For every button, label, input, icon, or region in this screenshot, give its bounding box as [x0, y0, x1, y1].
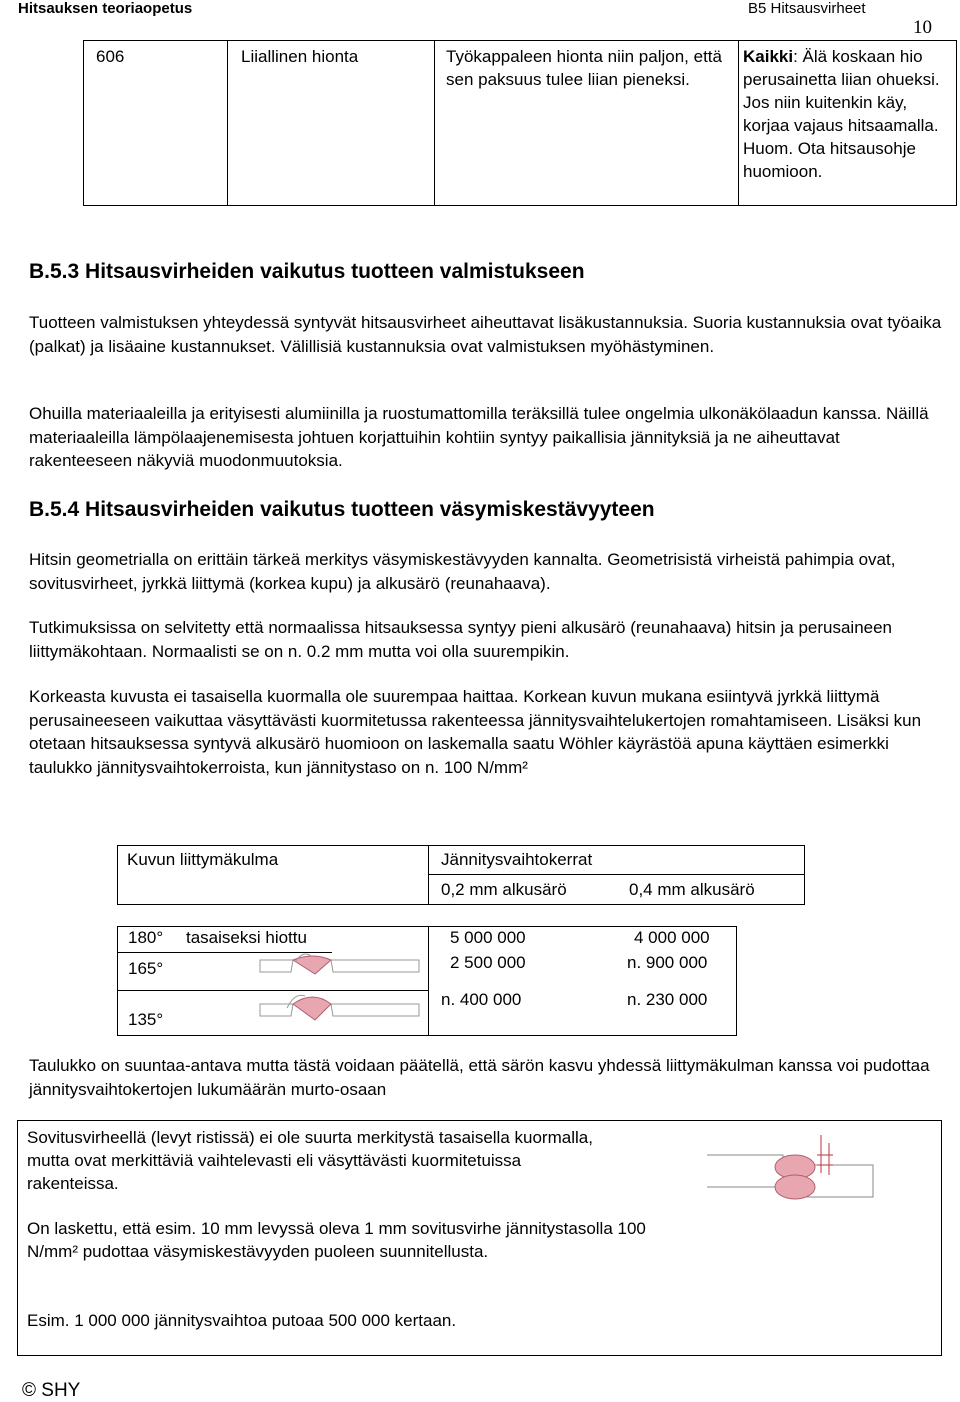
row-value-02: 5 000 000	[450, 928, 526, 947]
row-angle: 180°	[128, 928, 164, 947]
row-value-04: n. 230 000	[627, 990, 708, 1009]
paragraph: Tuotteen valmistuksen yhteydessä syntyvät hitsausvirheet aiheuttavat lisäkustannuksia. Suoria kustannuksia ovat työaika (palkat) ja lisäaine kustannukset. Välillisiä kustannuksia ovat valmistuksen myöhästyminen.	[29, 313, 942, 356]
col-header-cycles: Jännitysvaihtokerrat	[441, 850, 593, 869]
defect-code: 606	[96, 47, 125, 66]
paragraph: Tutkimuksissa on selvitetty että normaalissa hitsauksessa syntyy pieni alkusärö (reunahaava) hitsin ja perusaineen liittymäkohtaan. Normaalisti se on n. 0.2 mm mutta voi olla suurempikin.	[29, 618, 893, 661]
advice-text: : Älä koskaan hio perusainetta liian ohueksi. Jos niin kuitenkin käy, korjaa vajaus hitsaamalla. Huom. Ota hitsausohje huomioon.	[743, 47, 940, 181]
note-paragraph: Esim. 1 000 000 jännitysvaihtoa putoaa 500 000 kertaan.	[27, 1311, 457, 1330]
paragraph: Ohuilla materiaaleilla ja erityisesti alumiinilla ja ruostumattomilla teräksillä tulee ongelmia ulkonäkölaadun kanssa. Näillä materiaaleilla lämpölaajenemisesta johtuen korjattuihin kohtiin syntyy paikallisia jännityksiä ja ne aiheuttavat rakenteeseen näkyviä muodonmuutoksia.	[29, 404, 929, 470]
row-value-02: 2 500 000	[450, 953, 526, 972]
row-value-02: n. 400 000	[441, 990, 522, 1009]
row-angle: 135°	[128, 1010, 164, 1029]
row-value-04: 4 000 000	[634, 928, 710, 947]
subheader-04: 0,4 mm alkusärö	[629, 880, 755, 899]
row-desc: tasaiseksi hiottu	[186, 928, 307, 947]
weld-135-sketch-icon	[255, 990, 425, 1032]
row-value-04: n. 900 000	[627, 953, 708, 972]
paragraph: Taulukko on suuntaa-antava mutta tästä voidaan päätellä, että särön kasvu yhdessä liittymäkulman kanssa voi pudottaa jännitysvaihtokertojen lukumäärän murto-osaan	[29, 1056, 930, 1099]
header-section: B5 Hitsausvirheet	[748, 0, 866, 17]
note-box	[17, 1120, 942, 1356]
paragraph: Korkeasta kuvusta ei tasaisella kuormalla ole suurempaa haittaa. Korkean kuvun mukana esiintyvä jyrkkä liittymä perusaineeseen vaikuttaa väsyttävästi kuormitetussa rakenteessa jännitysvaihtelukertojen romahtamiseen. Lisäksi kun otetaan hitsauksessa syntyvä alkusärö huomioon on laskemalla saatu Wöhler käyrästöä apuna käyttäen esimerkki taulukko jännitysvaihtokerroista, kun jännitystaso on n. 100 N/mm²	[29, 687, 922, 777]
note-paragraph: On laskettu, että esim. 10 mm levyssä oleva 1 mm sovitusvirhe jännitystasolla 100 N/mm² pudottaa väsymiskestävyyden puoleen suunnitellusta.	[27, 1219, 646, 1261]
paragraph: Hitsin geometrialla on erittäin tärkeä merkitys väsymiskestävyyden kannalta. Geometrisistä virheistä pahimpia ovat, sovitusvirheet, jyrkkä liittymä (korkea kupu) ja alkusärö (reunahaava).	[29, 550, 896, 593]
defect-name: Liiallinen hionta	[241, 47, 359, 66]
misalignment-sketch-icon	[703, 1125, 878, 1213]
section-heading-b53: B.5.3 Hitsausvirheiden vaikutus tuotteen valmistukseen	[29, 260, 585, 283]
page-number: 10	[913, 17, 932, 38]
header-title: Hitsauksen teoriaopetus	[18, 0, 193, 17]
section-heading-b54: B.5.4 Hitsausvirheiden vaikutus tuotteen väsymiskestävyyteen	[29, 498, 655, 521]
advice-bold: Kaikki	[743, 47, 794, 66]
row-angle: 165°	[128, 959, 164, 978]
col-header-angle: Kuvun liittymäkulma	[127, 850, 279, 869]
defect-description: Työkappaleen hionta niin paljon, että sen paksuus tulee liian pieneksi.	[446, 47, 722, 89]
weld-165-sketch-icon	[255, 948, 425, 982]
subheader-02: 0,2 mm alkusärö	[441, 880, 567, 899]
footer-copyright: © SHY	[22, 1380, 81, 1401]
note-paragraph: Sovitusvirheellä (levyt ristissä) ei ole suurta merkitystä tasaisella kuormalla, mutta ovat merkittäviä vaihtelevasti eli väsyttävästi kuormitetuissa rakenteissa.	[27, 1128, 593, 1193]
